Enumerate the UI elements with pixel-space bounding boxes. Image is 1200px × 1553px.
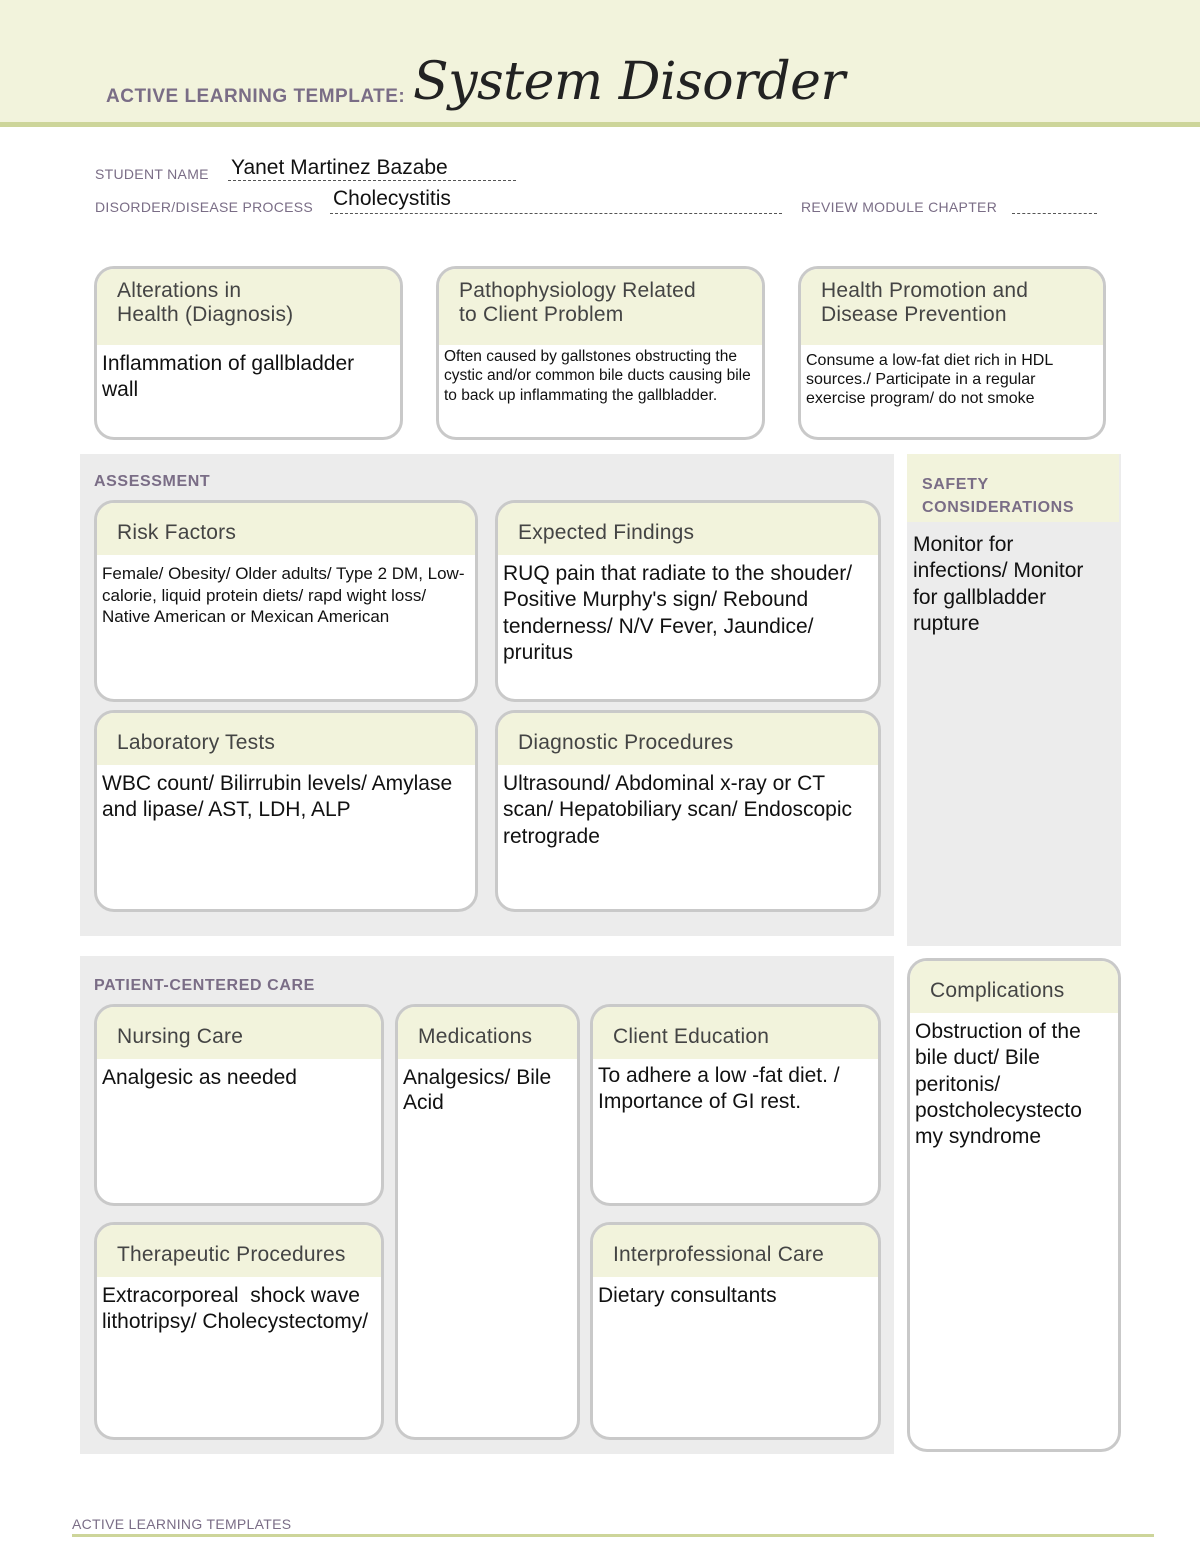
footer-label: ACTIVE LEARNING TEMPLATES — [72, 1516, 292, 1532]
nursing-care-title: Nursing Care — [97, 1007, 381, 1059]
disorder-label: DISORDER/DISEASE PROCESS — [95, 199, 314, 215]
laboratory-tests-text[interactable]: WBC count/ Bilirrubin levels/ Amylase and lipase/ AST, LDH, ALP — [102, 772, 453, 822]
expected-findings-title: Expected Findings — [498, 503, 878, 555]
therapeutic-procedures-box — [94, 1222, 384, 1440]
risk-factors-box — [94, 500, 478, 702]
diagnostic-procedures-box — [495, 710, 881, 912]
risk-factors-text[interactable]: Female/ Obesity/ Older adults/ Type 2 DM, Low-calorie, liquid protein diets/ rapd wight loss/ Native American or Mexican American — [102, 564, 465, 627]
health-promotion-title: Health Promotion and Disease Prevention — [801, 269, 1103, 345]
page-title: System Disorder — [413, 52, 845, 112]
complications-title: Complications — [910, 961, 1118, 1013]
alterations-box — [94, 266, 403, 440]
template-prefix: ACTIVE LEARNING TEMPLATE: — [106, 86, 406, 107]
diagnostic-procedures-text[interactable]: Ultrasound/ Abdominal x-ray or CT scan/ Hepatobiliary scan/ Endoscopic retrograde — [503, 772, 853, 848]
review-module-line — [1012, 213, 1097, 214]
medications-text[interactable]: Analgesics/ Bile Acid — [403, 1066, 552, 1115]
expected-findings-box — [495, 500, 881, 702]
nursing-care-box — [94, 1004, 384, 1206]
pathophysiology-text[interactable]: Often caused by gallstones obstructing the cystic and/or common bile ducts causing bile to back up inflammating the gallbladder. — [444, 348, 751, 404]
header-rule — [0, 122, 1200, 127]
health-promotion-text[interactable]: Consume a low-fat diet rich in HDL sources./ Participate in a regular exercise program/ do not smoke — [806, 352, 1053, 408]
student-name-line — [228, 180, 516, 181]
patient-care-label: PATIENT-CENTERED CARE — [94, 977, 315, 994]
client-education-text[interactable]: To adhere a low -fat diet. / Importance of GI rest. — [598, 1064, 840, 1114]
alterations-text[interactable]: Inflammation of gallbladder wall — [102, 352, 355, 401]
safety-section — [907, 454, 1121, 946]
pathophysiology-box — [436, 266, 765, 440]
client-education-title: Client Education — [593, 1007, 878, 1059]
nursing-care-text[interactable]: Analgesic as needed — [102, 1066, 297, 1089]
client-education-box — [590, 1004, 881, 1206]
diagnostic-procedures-title: Diagnostic Procedures — [498, 713, 878, 765]
student-name-label: STUDENT NAME — [95, 166, 209, 182]
interprofessional-care-box — [590, 1222, 881, 1440]
therapeutic-procedures-title: Therapeutic Procedures — [97, 1225, 381, 1277]
laboratory-tests-box — [94, 710, 478, 912]
laboratory-tests-title: Laboratory Tests — [97, 713, 475, 765]
expected-findings-text[interactable]: RUQ pain that radiate to the shouder/ Positive Murphy's sign/ Rebound tenderness/ N/V Fever, Jaundice/ pruritus — [503, 562, 853, 664]
review-module-label: REVIEW MODULE CHAPTER — [801, 199, 998, 215]
pathophysiology-title: Pathophysiology Related to Client Problem — [439, 269, 762, 345]
complications-text[interactable]: Obstruction of the bile duct/ Bile peritonis/ postcholecystecto my syndrome — [915, 1020, 1082, 1148]
medications-title: Medications — [398, 1007, 577, 1059]
assessment-label: ASSESSMENT — [94, 473, 211, 490]
therapeutic-procedures-text[interactable]: Extracorporeal shock wave lithotripsy/ Cholecystectomy/ — [102, 1284, 369, 1334]
risk-factors-title: Risk Factors — [97, 503, 475, 555]
disorder-line — [330, 213, 782, 214]
medications-box — [395, 1004, 580, 1440]
footer-rule — [72, 1534, 1154, 1537]
disorder-field[interactable]: Cholecystitis — [333, 187, 451, 210]
interprofessional-care-title: Interprofessional Care — [593, 1225, 878, 1277]
safety-label: SAFETY CONSIDERATIONS — [922, 476, 1075, 516]
safety-text[interactable]: Monitor for infections/ Monitor for gallbladder rupture — [913, 533, 1084, 635]
complications-box — [907, 958, 1121, 1452]
interprofessional-care-text[interactable]: Dietary consultants — [598, 1284, 777, 1307]
alterations-title: Alterations in Health (Diagnosis) — [97, 269, 400, 345]
student-name-field[interactable]: Yanet Martinez Bazabe — [231, 156, 448, 179]
health-promotion-box — [798, 266, 1106, 440]
